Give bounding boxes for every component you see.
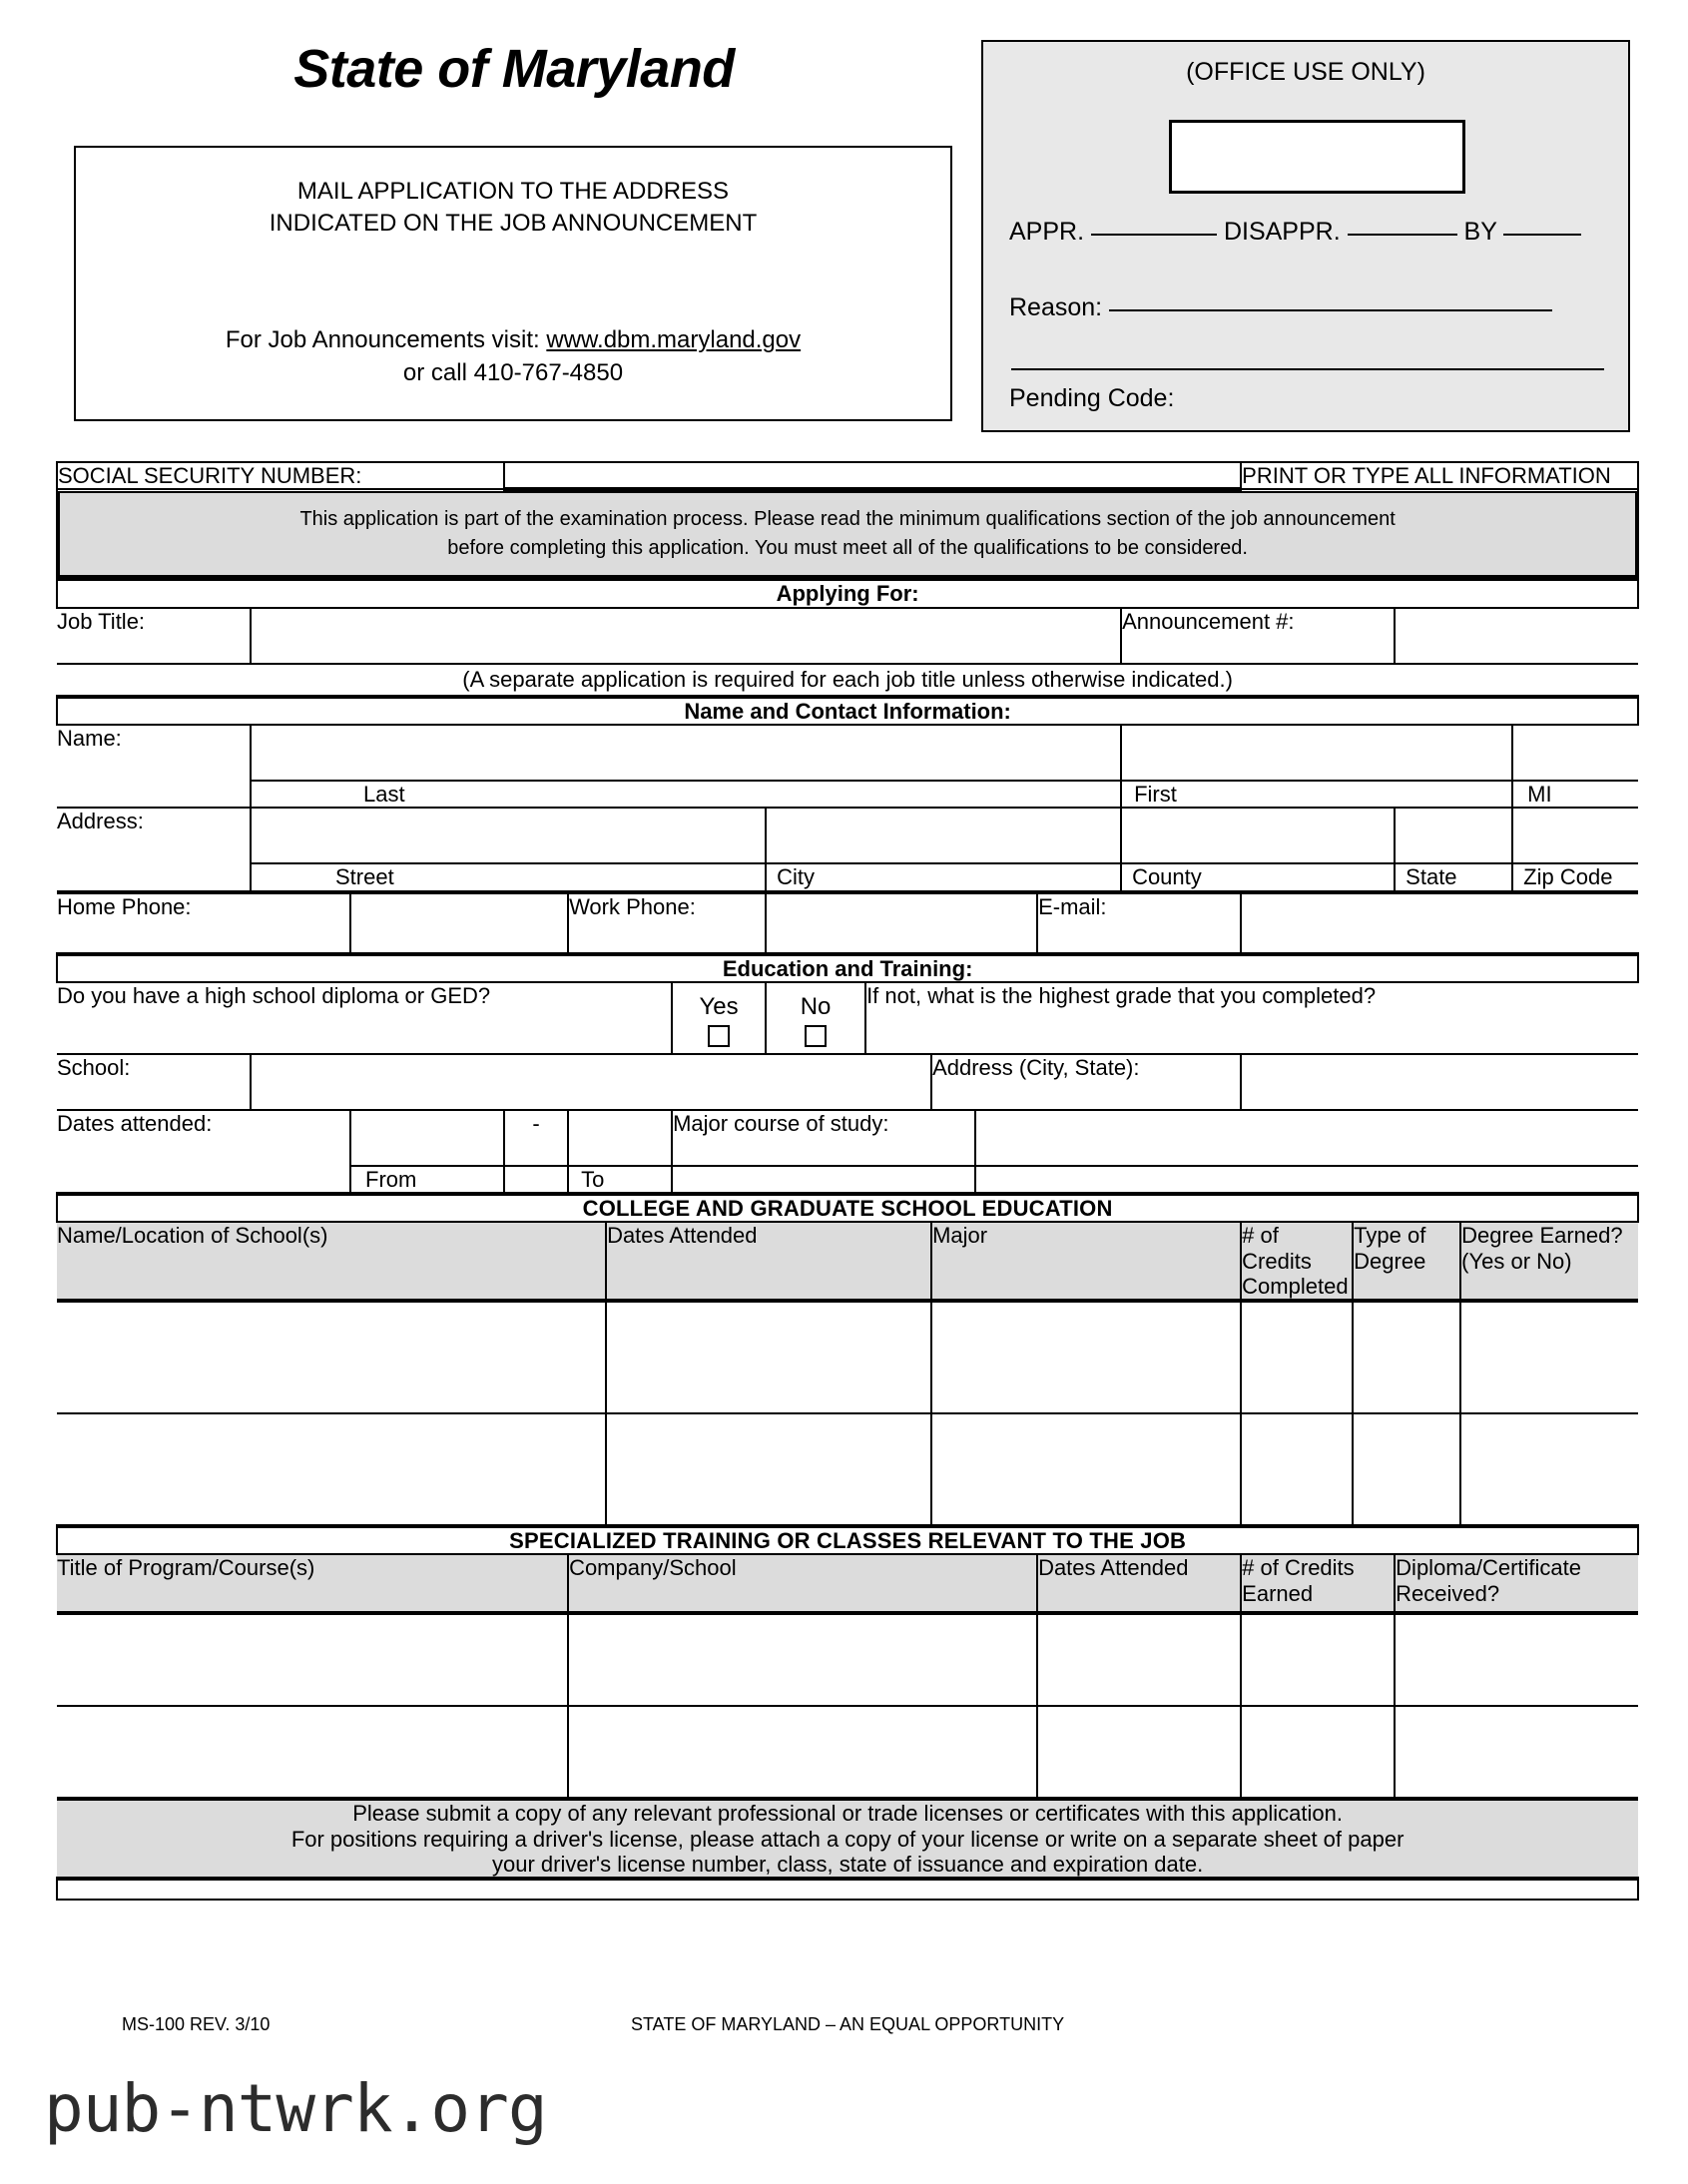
diploma-yes-checkbox[interactable] bbox=[708, 1025, 730, 1047]
table-row bbox=[57, 1613, 1638, 1706]
dates-to-input[interactable] bbox=[568, 1110, 672, 1166]
bottom-note-row bbox=[57, 1799, 1638, 1879]
training-cell-diploma[interactable] bbox=[1395, 1706, 1638, 1799]
diploma-question-label: Do you have a high school diploma or GED? bbox=[57, 982, 672, 1054]
form-number: MS-100 REV. 3/10 bbox=[122, 2014, 271, 2034]
separate-application-note: (A separate application is required for each job title unless otherwise indicated.) bbox=[57, 664, 1638, 697]
instruction-banner-cell bbox=[57, 489, 1638, 579]
college-header-credits-line2: Completed bbox=[1242, 1273, 1349, 1299]
email-input[interactable] bbox=[1241, 892, 1638, 954]
address-street-input[interactable] bbox=[251, 808, 766, 863]
training-header-diploma-line2: Received? bbox=[1396, 1580, 1500, 1606]
college-cell-major[interactable] bbox=[931, 1413, 1241, 1526]
college-header-row bbox=[57, 1222, 1638, 1301]
ssn-label: SOCIAL SECURITY NUMBER: bbox=[57, 462, 504, 489]
college-cell-degree-type[interactable] bbox=[1353, 1301, 1460, 1413]
page-title: State of Maryland bbox=[293, 39, 735, 99]
appr-label: APPR. bbox=[1009, 218, 1085, 246]
name-row bbox=[57, 725, 1638, 781]
reason-blank-line-2[interactable] bbox=[1011, 368, 1604, 370]
college-cell-credits[interactable] bbox=[1241, 1413, 1353, 1526]
separate-application-note-row bbox=[57, 664, 1638, 697]
contact-header-row bbox=[57, 697, 1638, 725]
bottom-note-line2: For positions requiring a driver's license, please attach a copy of your license or write on a separate sheet of paper bbox=[290, 1826, 1405, 1852]
appr-blank[interactable] bbox=[1091, 234, 1217, 236]
dates-sub-to: To bbox=[568, 1166, 672, 1194]
name-sub-last: Last bbox=[251, 781, 1121, 808]
school-address-input[interactable] bbox=[1241, 1054, 1638, 1110]
training-header-dates: Dates Attended bbox=[1037, 1554, 1241, 1613]
education-header-row bbox=[57, 954, 1638, 982]
college-cell-degree-earned[interactable] bbox=[1460, 1301, 1638, 1413]
highest-grade-question: If not, what is the highest grade that you completed? bbox=[865, 982, 1638, 1054]
footer-spacer-row bbox=[57, 1879, 1638, 1900]
college-cell-dates[interactable] bbox=[606, 1413, 931, 1526]
home-phone-input[interactable] bbox=[350, 892, 568, 954]
instruction-banner bbox=[58, 491, 1637, 577]
college-header-degree-line2: (Yes or No) bbox=[1461, 1248, 1572, 1274]
dates-from-input[interactable] bbox=[350, 1110, 504, 1166]
office-code-input[interactable] bbox=[1169, 120, 1465, 194]
address-sub-county: County bbox=[1121, 863, 1395, 891]
reason-blank[interactable] bbox=[1109, 309, 1552, 311]
contact-section-title: Name and Contact Information: bbox=[57, 697, 1638, 725]
major-course-label: Major course of study: bbox=[672, 1110, 975, 1166]
training-header-title: Title of Program/Course(s) bbox=[57, 1554, 568, 1613]
table-row bbox=[57, 1413, 1638, 1526]
dates-attended-label: Dates attended: bbox=[57, 1110, 350, 1166]
address-sub-street: Street bbox=[251, 863, 766, 891]
college-title-row bbox=[57, 1194, 1638, 1222]
dates-sub-from: From bbox=[350, 1166, 504, 1194]
name-sub-first: First bbox=[1121, 781, 1512, 808]
address-sub-spacer bbox=[57, 863, 251, 891]
training-header-credits: # of Credits Earned bbox=[1241, 1554, 1395, 1613]
applying-for-title: Applying For: bbox=[57, 579, 1638, 607]
address-zip-input[interactable] bbox=[1512, 808, 1638, 863]
address-sub-city: City bbox=[766, 863, 1121, 891]
name-sub-spacer bbox=[57, 781, 251, 808]
by-label: BY bbox=[1463, 218, 1497, 246]
dbm-website-link[interactable]: www.dbm.maryland.gov bbox=[546, 326, 802, 353]
training-cell-title[interactable] bbox=[57, 1613, 568, 1706]
dates-sub-spacer bbox=[57, 1166, 350, 1194]
equal-opportunity-notice: STATE OF MARYLAND – AN EQUAL OPPORTUNITY bbox=[631, 2014, 1065, 2034]
dates-dash: - bbox=[504, 1110, 568, 1166]
address-row bbox=[57, 808, 1638, 863]
name-first-input[interactable] bbox=[1121, 725, 1512, 781]
table-row bbox=[57, 1301, 1638, 1413]
disappr-blank[interactable] bbox=[1348, 234, 1457, 236]
disappr-label: DISAPPR. bbox=[1223, 218, 1341, 246]
school-row bbox=[57, 1054, 1638, 1110]
school-address-label: Address (City, State): bbox=[931, 1054, 1241, 1110]
name-sublabels-row bbox=[57, 781, 1638, 808]
email-label: E-mail: bbox=[1037, 892, 1241, 954]
table-row bbox=[57, 1706, 1638, 1799]
training-table-title: SPECIALIZED TRAINING OR CLASSES RELEVANT TO THE JOB bbox=[57, 1526, 1638, 1554]
training-cell-dates[interactable] bbox=[1037, 1613, 1241, 1706]
training-header-diploma bbox=[1395, 1554, 1638, 1613]
education-section-title: Education and Training: bbox=[57, 954, 1638, 982]
college-cell-credits[interactable] bbox=[1241, 1301, 1353, 1413]
phone-email-row bbox=[57, 892, 1638, 954]
training-cell-credits[interactable] bbox=[1241, 1613, 1395, 1706]
school-label: School: bbox=[57, 1054, 251, 1110]
announcements-line bbox=[76, 323, 950, 356]
diploma-no-checkbox[interactable] bbox=[805, 1025, 827, 1047]
college-header-name: Name/Location of School(s) bbox=[57, 1222, 606, 1301]
training-cell-company[interactable] bbox=[568, 1613, 1037, 1706]
diploma-no-label: No bbox=[800, 993, 832, 1021]
diploma-yes-label: Yes bbox=[699, 993, 739, 1021]
footer bbox=[0, 2014, 1688, 2054]
mailing-instructions-box bbox=[74, 146, 952, 421]
address-sublabels-row bbox=[57, 863, 1638, 891]
address-state-input[interactable] bbox=[1395, 808, 1512, 863]
job-title-input[interactable] bbox=[251, 608, 1121, 664]
job-announcement-info bbox=[76, 323, 950, 389]
announcement-number-input[interactable] bbox=[1395, 608, 1638, 664]
footer-spacer bbox=[57, 1879, 1638, 1900]
ssn-row bbox=[57, 462, 1638, 489]
address-county-input[interactable] bbox=[1121, 808, 1395, 863]
mail-instruction-line2: INDICATED ON THE JOB ANNOUNCEMENT bbox=[269, 210, 758, 237]
college-cell-dates[interactable] bbox=[606, 1301, 931, 1413]
training-cell-company[interactable] bbox=[568, 1706, 1037, 1799]
training-title-row bbox=[57, 1526, 1638, 1554]
major-sub-spacer bbox=[672, 1166, 975, 1194]
training-header-row bbox=[57, 1554, 1638, 1613]
school-input[interactable] bbox=[251, 1054, 931, 1110]
ssn-input[interactable] bbox=[504, 462, 1241, 489]
address-sub-state: State bbox=[1395, 863, 1512, 891]
dates-sublabels-row bbox=[57, 1166, 1638, 1194]
name-last-input[interactable] bbox=[251, 725, 1121, 781]
college-cell-degree-type[interactable] bbox=[1353, 1413, 1460, 1526]
job-title-label: Job Title: bbox=[57, 608, 251, 664]
college-header-degree-type: Type of Degree bbox=[1353, 1222, 1460, 1301]
form-table bbox=[56, 461, 1639, 1901]
college-header-degree-earned bbox=[1460, 1222, 1638, 1301]
mail-instruction-line1: MAIL APPLICATION TO THE ADDRESS bbox=[296, 178, 730, 205]
print-type-notice: PRINT OR TYPE ALL INFORMATION bbox=[1241, 462, 1638, 489]
approval-line bbox=[1009, 218, 1581, 247]
applying-for-header-row bbox=[57, 579, 1638, 607]
watermark: pub-ntwrk.org bbox=[44, 2070, 547, 2147]
college-cell-name[interactable] bbox=[57, 1413, 606, 1526]
college-cell-major[interactable] bbox=[931, 1301, 1241, 1413]
diploma-yes-cell[interactable] bbox=[672, 982, 766, 1054]
dates-attended-row bbox=[57, 1110, 1638, 1166]
college-cell-name[interactable] bbox=[57, 1301, 606, 1413]
training-cell-diploma[interactable] bbox=[1395, 1613, 1638, 1706]
training-header-diploma-line1: Diploma/Certificate bbox=[1396, 1555, 1582, 1581]
bottom-note bbox=[57, 1799, 1638, 1879]
name-label: Name: bbox=[57, 725, 251, 781]
work-phone-label: Work Phone: bbox=[568, 892, 766, 954]
dates-sub-dash-spacer bbox=[504, 1166, 568, 1194]
address-city-input[interactable] bbox=[766, 808, 1121, 863]
training-cell-dates[interactable] bbox=[1037, 1706, 1241, 1799]
header-zone bbox=[0, 0, 1688, 447]
college-cell-degree-earned[interactable] bbox=[1460, 1413, 1638, 1526]
instruction-banner-row bbox=[57, 489, 1638, 579]
by-blank[interactable] bbox=[1503, 234, 1581, 236]
announcements-phone: or call 410-767-4850 bbox=[402, 359, 624, 386]
bottom-note-line3: your driver's license number, class, state of issuance and expiration date. bbox=[491, 1852, 1204, 1878]
reason-line bbox=[1009, 293, 1552, 322]
announcement-number-label: Announcement #: bbox=[1121, 608, 1395, 664]
reason-label: Reason: bbox=[1009, 293, 1103, 321]
pending-code-label: Pending Code: bbox=[1009, 384, 1175, 412]
training-cell-credits[interactable] bbox=[1241, 1706, 1395, 1799]
training-cell-title[interactable] bbox=[57, 1706, 568, 1799]
college-header-major: Major bbox=[931, 1222, 1241, 1301]
training-header-company: Company/School bbox=[568, 1554, 1037, 1613]
college-table-title: COLLEGE AND GRADUATE SCHOOL EDUCATION bbox=[57, 1194, 1638, 1222]
major-course-input[interactable] bbox=[975, 1110, 1638, 1166]
name-mi-input[interactable] bbox=[1512, 725, 1638, 781]
bottom-note-line1: Please submit a copy of any relevant professional or trade licenses or certificates with this application. bbox=[352, 1801, 1343, 1827]
name-sub-mi: MI bbox=[1512, 781, 1638, 808]
college-header-credits-line1: # of Credits bbox=[1242, 1223, 1312, 1274]
diploma-no-cell[interactable] bbox=[766, 982, 865, 1054]
major-sub-spacer2 bbox=[975, 1166, 1638, 1194]
work-phone-input[interactable] bbox=[766, 892, 1037, 954]
address-label: Address: bbox=[57, 808, 251, 863]
instruction-line1: This application is part of the examination process. Please read the minimum qualifications section of the job announcement bbox=[299, 508, 1396, 531]
home-phone-label: Home Phone: bbox=[57, 892, 350, 954]
instruction-line2: before completing this application. You must meet all of the qualifications to be considered. bbox=[447, 537, 1248, 560]
office-use-only-box bbox=[981, 40, 1630, 432]
office-use-title: (OFFICE USE ONLY) bbox=[1186, 58, 1425, 86]
announcements-prefix: For Job Announcements visit: bbox=[225, 326, 547, 353]
job-title-row bbox=[57, 608, 1638, 664]
diploma-question-row bbox=[57, 982, 1638, 1054]
application-form bbox=[56, 461, 1631, 1901]
college-header-credits bbox=[1241, 1222, 1353, 1301]
college-header-degree-line1: Degree Earned? bbox=[1461, 1223, 1623, 1249]
mail-instruction bbox=[76, 176, 950, 240]
address-sub-zip: Zip Code bbox=[1512, 863, 1638, 891]
college-header-dates: Dates Attended bbox=[606, 1222, 931, 1301]
